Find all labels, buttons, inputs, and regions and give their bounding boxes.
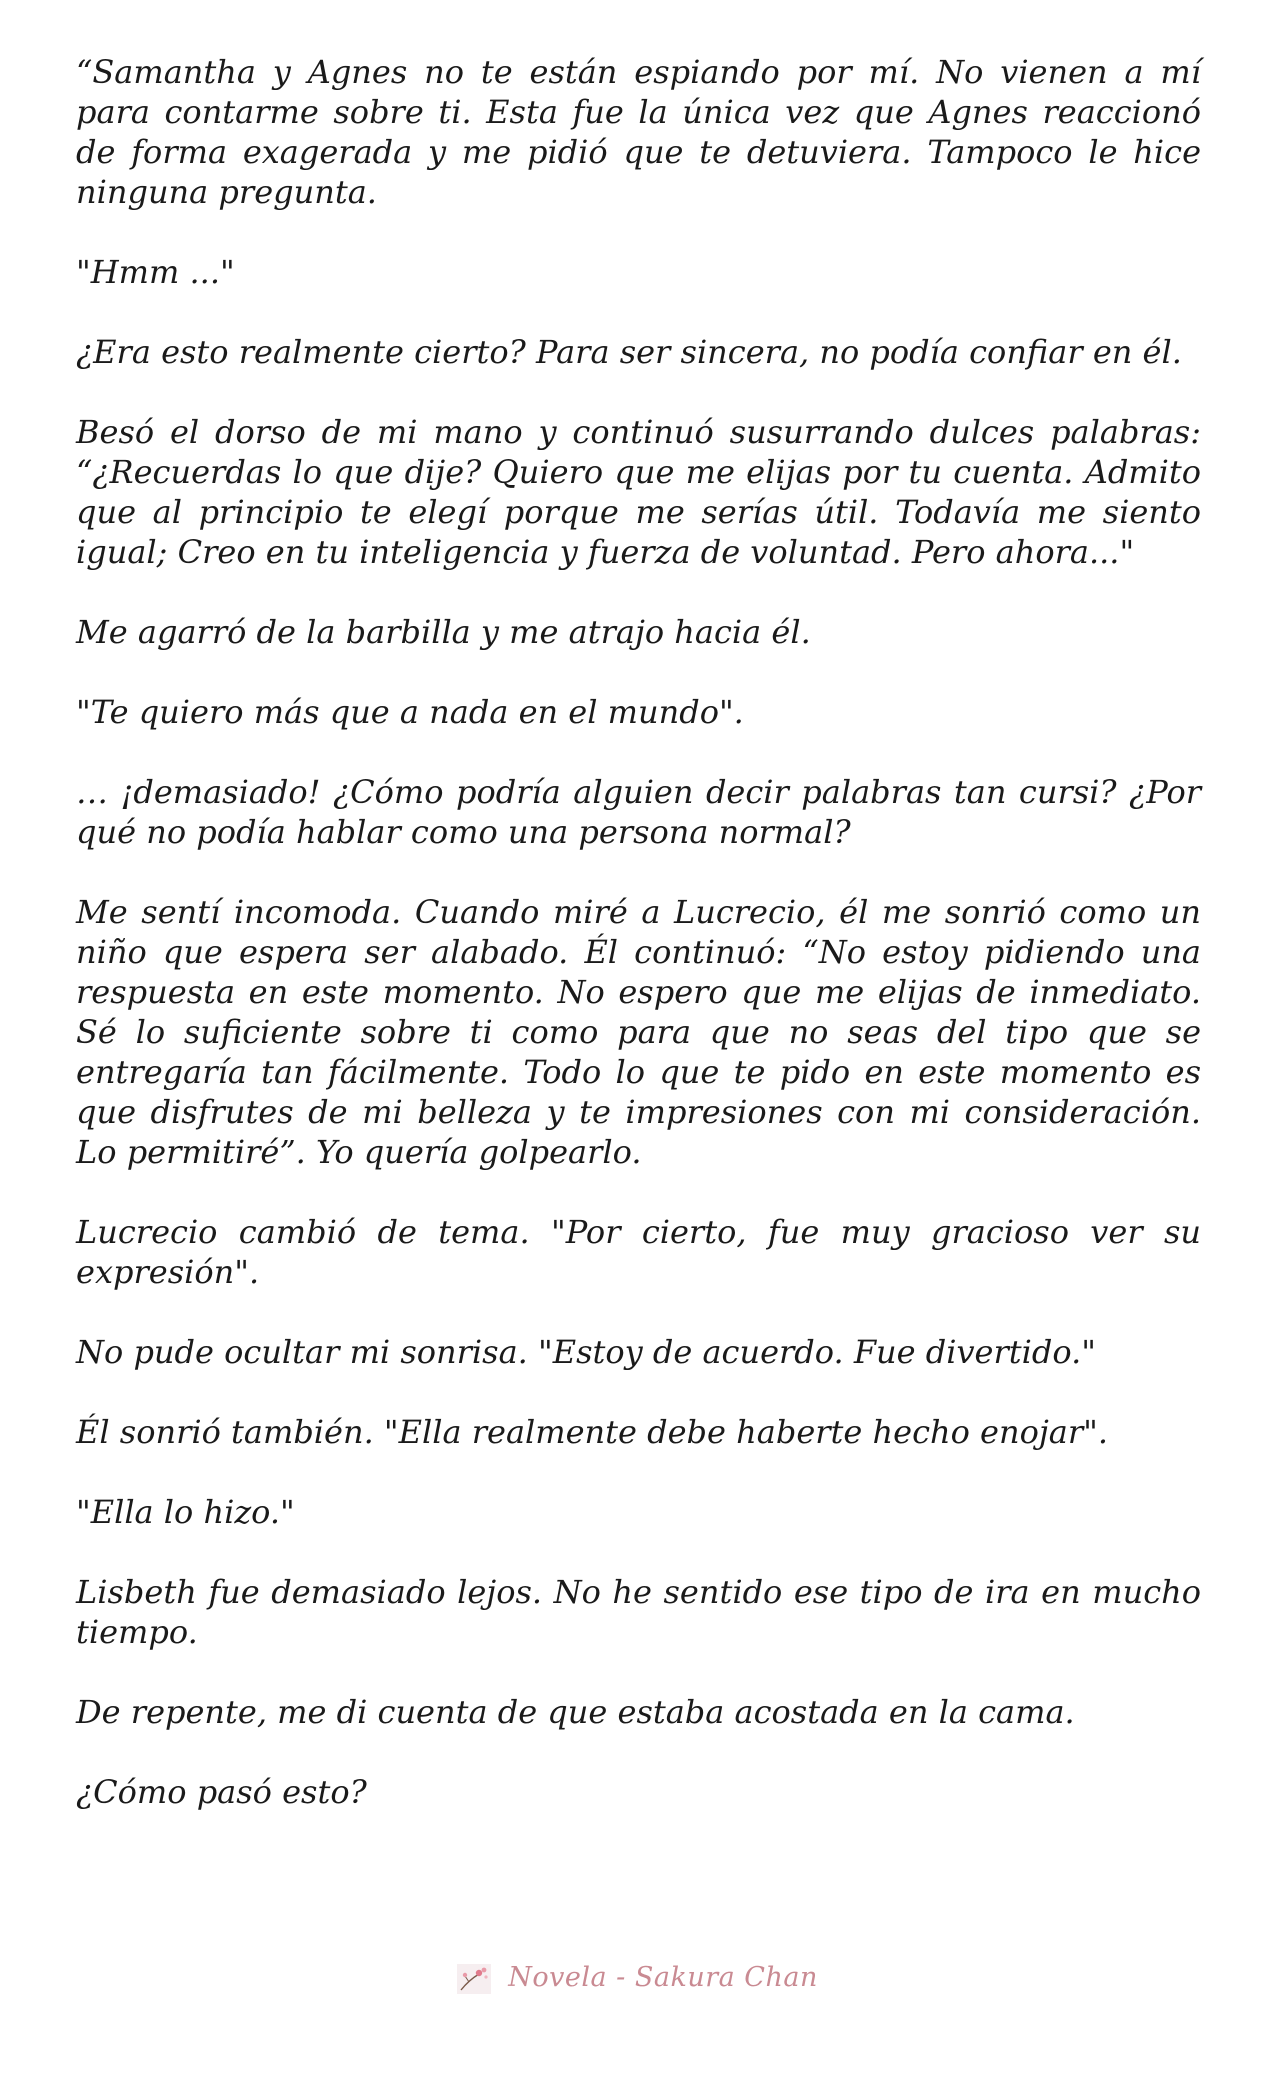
paragraph: "Te quiero más que a nada en el mundo". (76, 693, 744, 731)
paragraph: Lisbeth fue demasiado lejos. No he sentido ese tipo de ira en mucho tiempo. (76, 1573, 1201, 1651)
document-body (76, 52, 1201, 1852)
paragraph: "Hmm ..." (76, 253, 235, 291)
paragraph: Lucrecio cambió de tema. "Por cierto, fue muy gracioso ver su expresión". (76, 1213, 1201, 1291)
paragraph: Él sonrió también. "Ella realmente debe haberte hecho enojar". (76, 1413, 1109, 1451)
paragraph: ¿Cómo pasó esto? (76, 1773, 367, 1811)
paragraph: Besó el dorso de mi mano y continuó susurrando dulces palabras: “¿Recuerdas lo que dije? Quiero que me elijas por tu cuenta. Admito que al principio te elegí porque me serías útil. Todavía me siento igual; Creo en tu inteligencia y fuerza de voluntad. Pero ahora..." (76, 413, 1201, 571)
watermark-text: Novela - Sakura Chan (508, 1962, 818, 1993)
sakura-flower-icon (457, 1964, 491, 1994)
paragraph: “Samantha y Agnes no te están espiando por mí. No vienen a mí para contarme sobre ti. Esta fue la única vez que Agnes reaccionó de forma exagerada y me pidió que te detuviera. Tampoco le hice ninguna pregunta. (76, 53, 1201, 211)
paragraph: De repente, me di cuenta de que estaba acostada en la cama. (76, 1693, 1075, 1731)
paragraph: "Ella lo hizo." (76, 1493, 295, 1531)
paragraph: … ¡demasiado! ¿Cómo podría alguien decir palabras tan cursi? ¿Por qué no podía hablar como una persona normal? (76, 773, 1201, 851)
paragraph: ¿Era esto realmente cierto? Para ser sincera, no podía confiar en él. (76, 333, 1182, 371)
paragraph: Me agarró de la barbilla y me atrajo hacia él. (76, 613, 811, 651)
paragraph: No pude ocultar mi sonrisa. "Estoy de acuerdo. Fue divertido." (76, 1333, 1096, 1371)
watermark-footer (0, 1962, 1275, 1994)
paragraph: Me sentí incomoda. Cuando miré a Lucrecio, él me sonrió como un niño que espera ser alabado. Él continuó: “No estoy pidiendo una respuesta en este momento. No espero que me elijas de inmediato. Sé lo suficiente sobre ti como para que no seas del tipo que se entregaría tan fácilmente. Todo lo que te pido en este momento es que disfrutes de mi belleza y te impresiones con mi consideración. Lo permitiré”. Yo quería golpearlo. (76, 893, 1201, 1171)
